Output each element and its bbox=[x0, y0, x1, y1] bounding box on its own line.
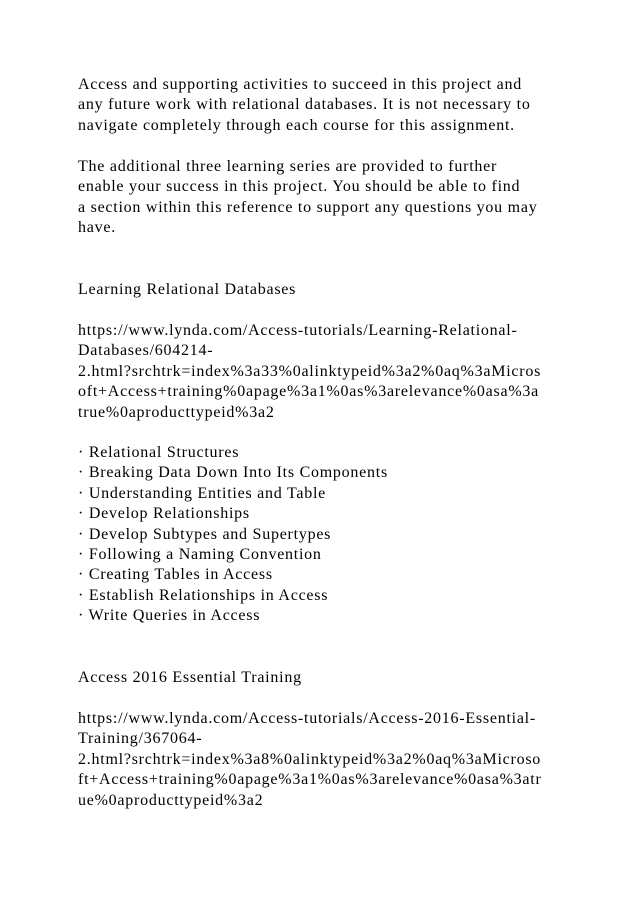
url-line[interactable]: true%0aproducttypeid%3a2 bbox=[78, 403, 275, 421]
text-line: have. bbox=[78, 219, 116, 237]
text-line: The additional three learning series are provided to further bbox=[78, 158, 498, 175]
list-item: · Relational Structures bbox=[78, 444, 240, 461]
text-line: any future work with relational databases. It is not necessary to bbox=[78, 96, 531, 114]
section-heading bbox=[78, 668, 578, 688]
text-line: enable your success in this project. You should be able to find bbox=[78, 178, 521, 196]
list-item: · Following a Naming Convention bbox=[78, 546, 322, 564]
url-line[interactable]: 2.html?srchtrk=index%3a33%0alinktypeid%3a2%0aq%3aMicros bbox=[78, 362, 542, 380]
text-line: Access and supporting activities to succeed in this project and bbox=[78, 76, 523, 93]
list-item: · Develop Subtypes and Supertypes bbox=[78, 525, 332, 543]
list-item: · Write Queries in Access bbox=[78, 607, 261, 625]
url-line[interactable]: ft+Access+training%0apage%3a1%0as%3arelevance%0asa%3atr bbox=[78, 771, 542, 789]
learning-series-paragraph bbox=[78, 157, 578, 239]
list-item: · Establish Relationships in Access bbox=[78, 586, 329, 604]
topic-list bbox=[78, 443, 578, 627]
course-url[interactable] bbox=[78, 709, 578, 811]
intro-paragraph bbox=[78, 75, 578, 136]
url-line[interactable]: Databases/604214- bbox=[78, 342, 214, 360]
text-line: navigate completely through each course for this assignment. bbox=[78, 116, 515, 134]
text-line: a section within this reference to support any questions you may bbox=[78, 198, 538, 216]
course-url[interactable] bbox=[78, 321, 578, 423]
section-heading-text: Learning Relational Databases bbox=[78, 281, 297, 298]
url-line[interactable]: https://www.lynda.com/Access-tutorials/Learning-Relational- bbox=[78, 322, 518, 339]
url-line[interactable]: 2.html?srchtrk=index%3a8%0alinktypeid%3a2%0aq%3aMicroso bbox=[78, 750, 542, 768]
url-line[interactable]: ue%0aproducttypeid%3a2 bbox=[78, 791, 264, 809]
list-item: · Breaking Data Down Into Its Components bbox=[78, 464, 388, 482]
section-heading bbox=[78, 280, 578, 300]
url-line[interactable]: https://www.lynda.com/Access-tutorials/Access-2016-Essential- bbox=[78, 710, 536, 727]
url-line[interactable]: oft+Access+training%0apage%3a1%0as%3arelevance%0asa%3a bbox=[78, 383, 540, 401]
list-item: · Understanding Entities and Table bbox=[78, 484, 327, 502]
url-line[interactable]: Training/367064- bbox=[78, 730, 203, 748]
list-item: · Develop Relationships bbox=[78, 505, 250, 523]
section-heading-text: Access 2016 Essential Training bbox=[78, 669, 302, 686]
list-item: · Creating Tables in Access bbox=[78, 566, 273, 584]
